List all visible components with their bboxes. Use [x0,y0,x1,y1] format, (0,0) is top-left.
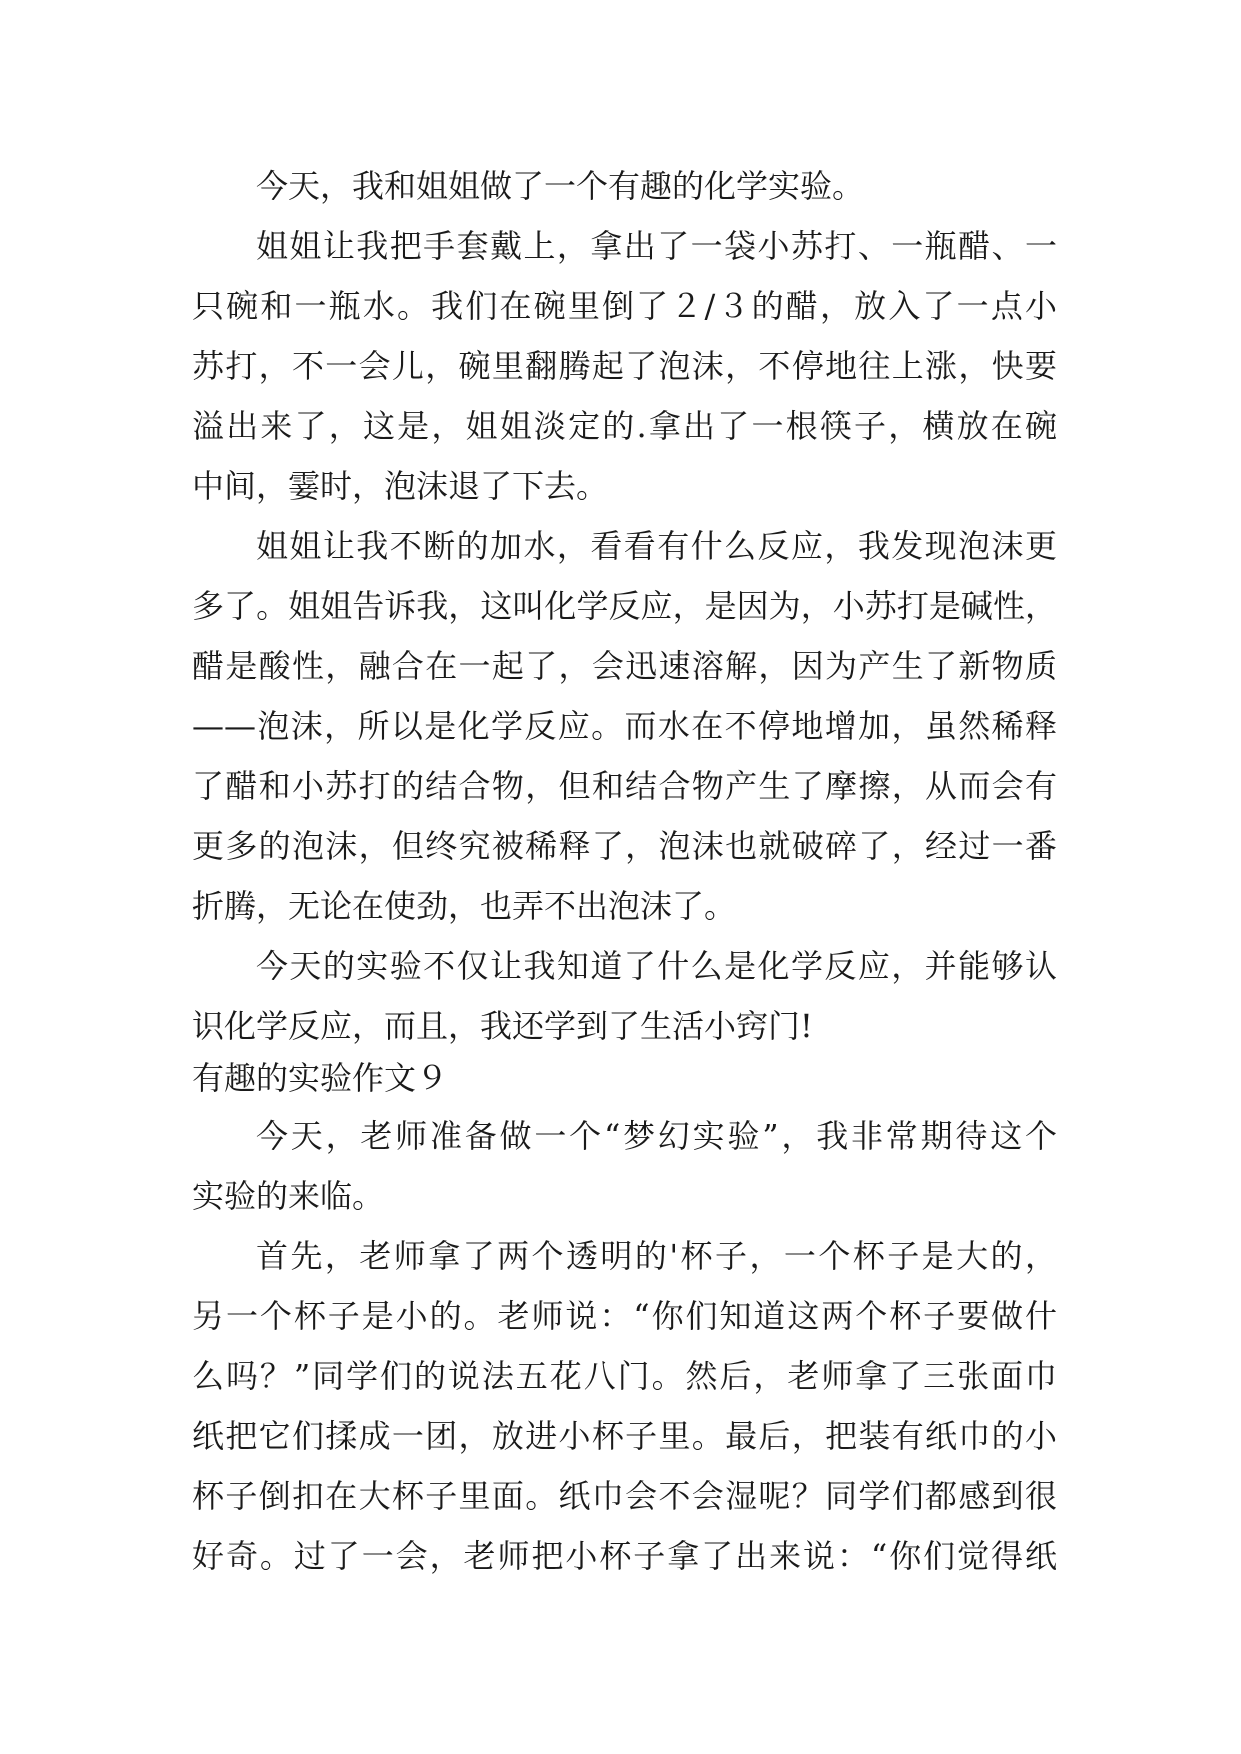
text-line: 只碗和一瓶水。我们在碗里倒了２/３的醋，放入了一点小 [192,287,1057,325]
text-line: 实验的来临。 [192,1177,385,1215]
text-line: 今天，我和姐姐做了一个有趣的化学实验。 [256,167,865,205]
section-heading: 有趣的实验作文９ [192,1059,449,1097]
text-line: 今天，老师准备做一个“梦幻实验”，我非常期待这个 [256,1117,1057,1155]
text-line: 好奇。过了一会，老师把小杯子拿了出来说：“你们觉得纸 [192,1537,1057,1575]
text-line: 中间，霎时，泡沫退了下去。 [192,467,609,505]
text-line: ——泡沫，所以是化学反应。而水在不停地增加，虽然稀释 [192,707,1057,745]
text-line: 首先，老师拿了两个透明的'杯子，一个杯子是大的， [256,1237,1057,1275]
text-line: 多了。姐姐告诉我，这叫化学反应，是因为，小苏打是碱性， [192,587,1057,625]
text-line: 今天的实验不仅让我知道了什么是化学反应，并能够认 [256,947,1057,985]
text-line: 折腾，无论在使劲，也弄不出泡沫了。 [192,887,737,925]
text-line: 更多的泡沫，但终究被稀释了，泡沫也就破碎了，经过一番 [192,827,1057,865]
text-line: 苏打，不一会儿，碗里翻腾起了泡沫，不停地往上涨，快要 [192,347,1057,385]
text-line: 醋是酸性，融合在一起了，会迅速溶解，因为产生了新物质 [192,647,1057,685]
text-line: 另一个杯子是小的。老师说：“你们知道这两个杯子要做什 [192,1297,1057,1335]
text-line: 姐姐让我把手套戴上，拿出了一袋小苏打、一瓶醋、一 [256,227,1057,265]
text-line: 溢出来了，这是，姐姐淡定的.拿出了一根筷子，横放在碗 [192,407,1057,445]
text-line: 杯子倒扣在大杯子里面。纸巾会不会湿呢？同学们都感到很 [192,1477,1057,1515]
text-line: 么吗？”同学们的说法五花八门。然后，老师拿了三张面巾 [192,1357,1057,1395]
text-line: 纸把它们揉成一团，放进小杯子里。最后，把装有纸巾的小 [192,1417,1057,1455]
text-line: 姐姐让我不断的加水，看看有什么反应，我发现泡沫更 [256,527,1057,565]
text-line: 识化学反应，而且，我还学到了生活小窍门! [192,1007,813,1045]
text-line: 了醋和小苏打的结合物，但和结合物产生了摩擦，从而会有 [192,767,1057,805]
